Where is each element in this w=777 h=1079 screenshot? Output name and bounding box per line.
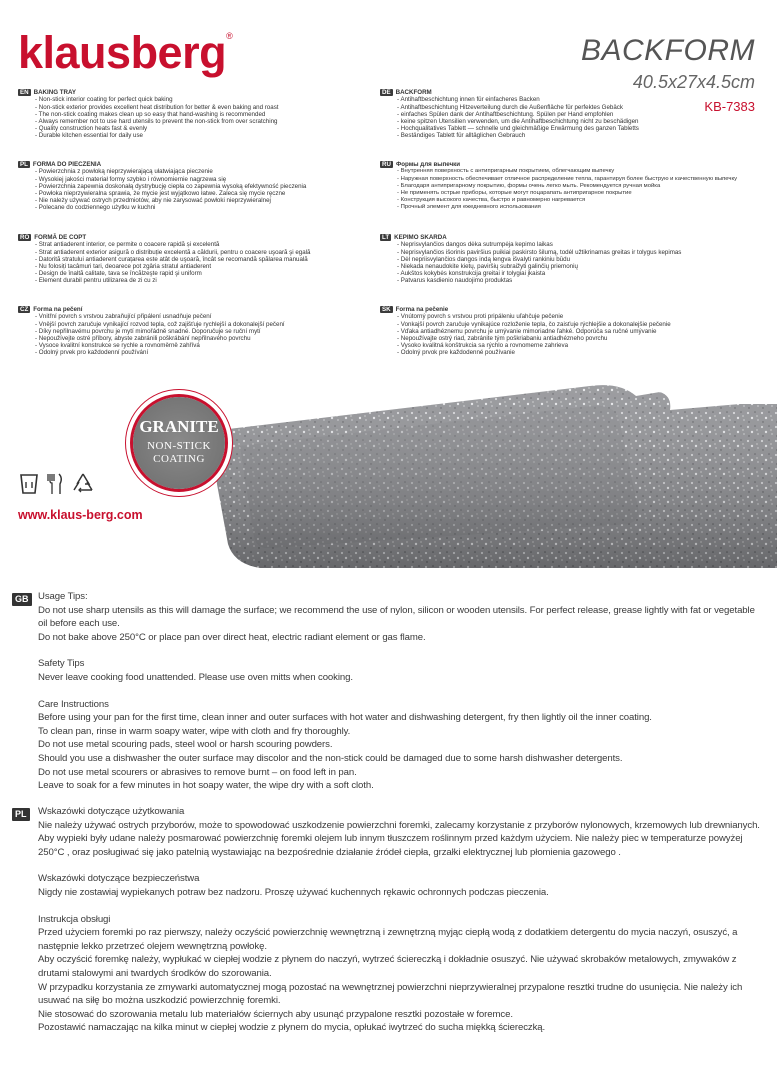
feature-list <box>380 241 770 284</box>
list-item: - Наружная поверхность обеспечивает отличное распределение тепла, гарантируя более быструю и качественную выпечку <box>397 176 775 183</box>
list-item: - Patvarus kasdienio naudojimo produktas <box>397 277 770 284</box>
brand-logo <box>18 27 233 78</box>
list-item: - Strat antiaderent interior, ce permite o coacere rapidă și excelentă <box>35 241 390 248</box>
lang-tag: DE <box>382 89 391 96</box>
list-item: - Конструкция высокого качества, быстро и равномерно нагревается <box>397 197 775 204</box>
website-link[interactable]: www.klaus-berg.com <box>18 508 143 522</box>
feature-list <box>18 96 390 139</box>
safety-title: Safety Tips <box>38 658 85 670</box>
list-item: - Antihaftbeschichtung innen für einfacheres Backen <box>397 96 770 103</box>
lang-block-ro <box>18 234 390 285</box>
brand-name: klausberg <box>18 27 227 78</box>
list-item: - Powierzchnia z powłoką nieprzywierającą ułatwiająca pieczenie <box>35 168 390 175</box>
care-text: Should you use a dishwasher the outer surface may discolor and the non-stick could be damaged due to some harsh dishwasher detergents. <box>38 752 623 764</box>
care-text: W przypadku korzystania ze zmywarki automatycznej mogą pozostać na wewnętrznej powierzchni nieprzywieralnej przypalone resztki trudne do usunięcia. Nie należy ich usuwać na siłę bo można uszkodzić powierzchnię foremki. <box>38 981 743 1007</box>
list-item: - Neprisvylančios išorinis paviršius puikiai paskirsto šilumą, todėl užtikrinamas greitas ir tolygus kepimas <box>397 249 770 256</box>
granite-coating-badge <box>130 394 228 492</box>
list-item: - Vonkajší povrch zaručuje vynikajúce rozloženie tepla, čo zaisťuje rýchlejšie a dokonalejšie pečenie <box>397 321 770 328</box>
badge-line-3: COATING <box>153 453 205 465</box>
list-item: - Element durabil pentru utilizarea de zi cu zi <box>35 277 390 284</box>
safety-text: Never leave cooking food unattended. Please use oven mitts when cooking. <box>38 671 353 683</box>
list-item: - Vďaka antiadhéznemu povrchu je umývanie mimoriadne ľahké. Odporúča sa ručné umývanie <box>397 328 770 335</box>
list-item: - Внутренняя поверхность с антипригарным покрытием, облегчающим выпечку <box>397 168 775 175</box>
lang-block-ru <box>380 161 775 212</box>
list-item: - Datorită stratului antiaderent curațarea este atât de uşoară, încât se recomandă spălarea manuală <box>35 256 390 263</box>
list-item: - Non-stick interior coating for perfect quick baking <box>35 96 390 103</box>
cutlery-icon <box>46 472 64 501</box>
list-item: - Vysoko kvalitná konštrukcia sa rýchlo a rovnomerne zahrieva <box>397 342 770 349</box>
product-code: KB-7383 <box>704 99 755 114</box>
list-item: - Wysokiej jakości materiał formy szybko i równomiernie nagrzewa się <box>35 176 390 183</box>
lang-tag: PL <box>20 161 28 168</box>
lang-block-de <box>380 89 770 140</box>
lang-title: BACKFORM <box>395 89 432 96</box>
safety-text: Nigdy nie zostawiaj wypiekanych potraw bez nadzoru. Proszę używać kuchennych rękawic ochronnych podczas pieczenia. <box>38 886 549 898</box>
list-item: - Design de înaltă calitate, tava se încălzeşte rapid şi uniform <box>35 270 390 277</box>
lang-block-en <box>18 89 390 140</box>
lang-tag: SK <box>382 306 391 313</box>
care-text: Do not use metal scourers or abrasives to remove burnt – on food left in pan. <box>38 766 357 778</box>
list-item: - Odolný prvek pro každodenní používání <box>35 349 390 356</box>
usage-text: Nie należy używać ostrych przyborów, może to spowodować uszkodzenie powierzchni foremki, zalecamy korzystanie z przyborów nylonowych, krzemowych lub drewnianych. Aby wypieki były udane należy posmarować powierzchnię foremki olejem lub innym tłuszczem roślinnym przed każdym użyciem. Nie należy piec w temperaturze powyżej 250°C , oraz posługiwać się jako patelnią wystawiając na bezpośrednie działanie źródeł ciepła, grzałki elektrycznej lub płomienia gazowego . <box>38 819 760 858</box>
list-item: - The non-stick coating makes clean up so easy that hand-washing is recommended <box>35 111 390 118</box>
lang-block-pl <box>18 161 390 212</box>
list-item: - Прочный элемент для ежедневного использования <box>397 204 775 211</box>
registered-mark: ® <box>226 31 233 41</box>
list-item: - Polecane do codziennego użytku w kuchni <box>35 204 390 211</box>
badge-line-2: NON-STICK <box>147 440 211 452</box>
list-item: - Durable kitchen essential for daily use <box>35 132 390 139</box>
product-name: BACKFORM <box>580 34 755 67</box>
instructions-pl <box>38 805 763 1035</box>
lang-title: KEPIMO SKARDA <box>394 234 447 241</box>
feature-list <box>380 313 770 356</box>
list-item: - Dėl nepriisvylančios dangos indą lengva išvalyti rankiniu būdu <box>397 256 770 263</box>
lang-title: FORMĂ DE COPT <box>34 234 87 241</box>
product-dimensions: 40.5x27x4.5cm <box>632 72 755 92</box>
list-item: - Díky nepřilnavému povrchu je mytí mimořádně snadné. Doporučuje se ruční mytí <box>35 328 390 335</box>
lang-tag: EN <box>20 89 29 96</box>
lang-tag: RU <box>382 161 391 168</box>
care-text: Pozostawić namaczając na kilka minut w ciepłej wodzie z płynem do mycia, opłukać iwytrzeć do sucha miękką ściereczką. <box>38 1022 546 1034</box>
care-text: Nie stosować do szorowania metalu lub materiałów ściernych aby usunąć przypalone resztki pozostałe w foremce. <box>38 1008 513 1020</box>
lang-title: FORMA DO PIECZENIA <box>32 161 102 168</box>
list-item: - Не применять острые приборы, которые могут поцарапать антипригарное покрытие <box>397 190 775 197</box>
usage-text: Do not use sharp utensils as this will damage the surface; we recommend the use of nylon, silicon or wooden utensils. For perfect release, grease lightly with fat or vegetable oil before each use. <box>38 604 755 630</box>
lang-title: BAKING TRAY <box>33 89 77 96</box>
list-item: - Powłoka nieprzywieralna sprawia, że mycie jest wyjątkowo łatwe. Zaleca się mycie ręczne <box>35 190 390 197</box>
list-item: - Благодаря антипригарному покрытию, формы очень легко мыть. Рекомендуется ручная мойка <box>397 183 775 190</box>
list-item: - Vysoce kvalitní konstrukce se rychle a rovnoměrně zahřívá <box>35 342 390 349</box>
list-item: - Quality construction heats fast & evenly <box>35 125 390 132</box>
list-item: - Non-stick exterior provides excellent heat distribution for better & even baking and roast <box>35 104 390 111</box>
certification-icons <box>18 472 96 501</box>
list-item: - Nu folosiți tacâmuri tari, deoarece pot zgâria stratul antiaderent <box>35 263 390 270</box>
list-item: - Aukštos kokybės konstrukcija greitai ir tolygiai įkaista <box>397 270 770 277</box>
list-item: - Vnútorný povrch s vrstvou proti pripáleniu uľahčuje pečenie <box>397 313 770 320</box>
care-title: Care Instructions <box>38 698 109 710</box>
usage-title: Usage Tips: <box>38 591 88 602</box>
usage-title: Wskazówki dotyczące użytkowania <box>38 806 185 817</box>
care-text: Leave to soak for a few minutes in hot soapy water, the wipe dry with a soft cloth. <box>38 780 374 792</box>
list-item: - keine spitzen Utensilien verwenden, um die Antihaftbeschichtung nicht zu beschädigen <box>397 118 770 125</box>
care-title: Instrukcja obsługi <box>38 913 111 925</box>
badge-line-1: GRANITE <box>139 417 219 436</box>
feature-list <box>18 168 390 211</box>
lang-tag: CZ <box>20 306 29 313</box>
list-item: - Odolný prvok pre každodenné používanie <box>397 349 770 356</box>
care-text: Aby oczyścić foremkę należy, wypłukać w ciepłej wodzie z płynem do naczyń, wytrzeć ściereczką i dokładnie osuszyć. Nie używać skrobaków metalowych, zmywaków z drutami stalowymi ani twardych środków do szorowania. <box>38 954 737 979</box>
lang-title: Forma na pečení <box>33 306 83 313</box>
lang-title: Forma na pečenie <box>395 306 449 313</box>
list-item: - Strat antiaderent exterior asigură o distribuție excelentă a căldurii, pentru o coacere uşoară şi egală <box>35 249 390 256</box>
list-item: - Always remember not to use hard utensils to prevent the non-stick from over scratching <box>35 118 390 125</box>
list-item: - Antihaftbeschichtung Hitzeverteilung durch die Außenfläche für perfektes Gebäck <box>397 104 770 111</box>
list-item: - Niekada nenaudokite kietų, paviršių subraižyti galinčių priemonių <box>397 263 770 270</box>
feature-list <box>18 313 390 356</box>
list-item: - Powierzchnia zapewnia doskonałą dystrybucję ciepła co zapewnia wysoką efektywność pieczenia <box>35 183 390 190</box>
list-item: - Nepoužívajte ostrý riad, zabránite tým poškriabaniu antiadhézneho povrchu <box>397 335 770 342</box>
list-item: - Vnitřní povrch s vrstvou zabraňující připálení usnadňuje pečení <box>35 313 390 320</box>
care-text: Do not use metal scouring pads, steel wool or harsh scouring powders. <box>38 739 333 751</box>
feature-list <box>18 241 390 284</box>
list-item: - Hochqualitatives Tablett — schnelle und gleichmäßige Erwärmung des ganzen Tabletts <box>397 125 770 132</box>
care-text: Before using your pan for the first time, clean inner and outer surfaces with hot water and dishwashing detergent, fry then lightly oil the inner coating. <box>38 712 652 724</box>
lang-tag-gb: GB <box>12 593 32 606</box>
lang-block-lt <box>380 234 770 285</box>
lang-title: Формы для выпечки <box>395 161 461 168</box>
list-item: - Neprisvylančios dangos dėka sutrumpėja kepimo laikas <box>397 241 770 248</box>
usage-text: Do not bake above 250°C or place pan over direct heat, electric radiant element or gas flame. <box>38 631 426 643</box>
lang-block-cz <box>18 306 390 357</box>
list-item: - Vnější povrch zaručuje vynikající rozvod tepla, což zajišťuje rychlejší a dokonalejší pečení <box>35 321 390 328</box>
list-item: - einfaches Spülen dank der Antihaftbeschichtung. Spülen per Hand empfohlen <box>397 111 770 118</box>
safety-title: Wskazówki dotyczące bezpieczeństwa <box>38 873 200 885</box>
recycle-icon <box>70 472 96 501</box>
food-safe-icon <box>18 472 40 501</box>
list-item: - Nie należy używać ostrych przedmiotów, aby nie zarysować powłoki nieprzywieralnej <box>35 197 390 204</box>
lang-block-sk <box>380 306 770 357</box>
lang-tag: LT <box>382 234 390 241</box>
feature-list <box>380 168 775 211</box>
care-text: To clean pan, rinse in warm soapy water, wipe with cloth and fry thoroughly. <box>38 725 351 737</box>
list-item: - Beständiges Tablett für alltäglichen Gebrauch <box>397 132 770 139</box>
feature-list <box>380 96 770 139</box>
list-item: - Nepoužívejte ostré příbory, abyste zabránili poškrábání nepřilnavého povrchu <box>35 335 390 342</box>
lang-tag-pl: PL <box>12 808 30 821</box>
lang-tag: RO <box>20 234 30 241</box>
care-text: Przed użyciem foremki po raz pierwszy, należy oczyścić powierzchnię wewnętrzną i zewnętrzną myjąc ciepłą wodą z dodatkiem detergentu do mycia naczyń, osuszyć, a następnie lekko przetrzeć olejem wewnętrzną powłokę. <box>38 927 738 952</box>
instructions-gb <box>38 590 763 793</box>
baking-tray-image <box>200 368 777 568</box>
